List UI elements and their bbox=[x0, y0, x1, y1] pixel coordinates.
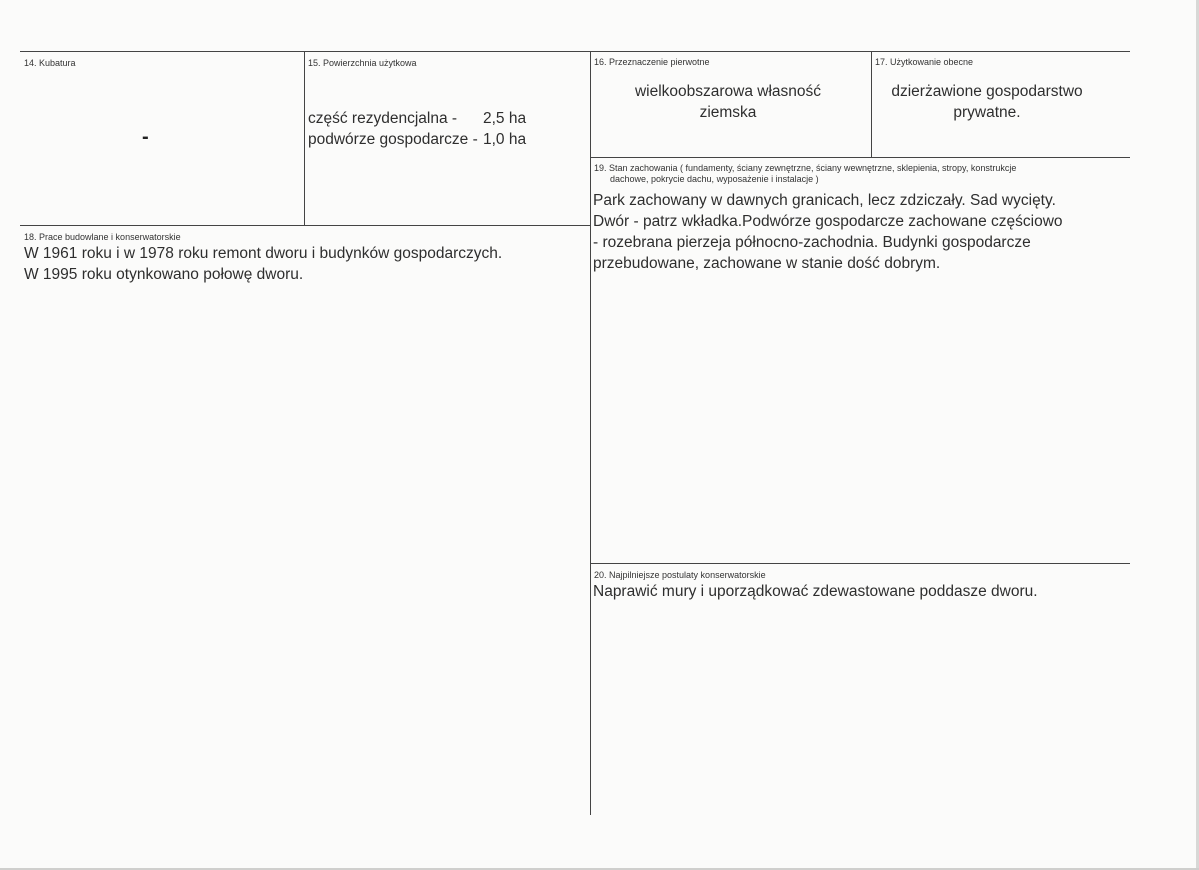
field-15-label: 15. Powierzchnia użytkowa bbox=[308, 58, 417, 68]
field-19-value bbox=[593, 190, 1063, 274]
field-14-value: - bbox=[142, 126, 149, 148]
field-14-label: 14. Kubatura bbox=[24, 58, 76, 68]
text-line: W 1995 roku otynkowano połowę dworu. bbox=[24, 266, 304, 283]
field-15-row-farmyard bbox=[308, 129, 526, 150]
rule-19-top bbox=[590, 157, 1130, 158]
text-line: Dwór - patrz wkładka.Podwórze gospodarcze zachowane częściowo bbox=[593, 213, 1063, 230]
text-line: Park zachowany w dawnych granicach, lecz zdziczały. Sad wycięty. bbox=[593, 192, 1056, 209]
field-18-label: 18. Prace budowlane i konserwatorskie bbox=[24, 232, 181, 242]
field-17-label: 17. Użytkowanie obecne bbox=[875, 57, 974, 67]
field-19-label-line2: dachowe, pokrycie dachu, wyposażenie i instalacje ) bbox=[610, 174, 819, 184]
row-key: część rezydencjalna - bbox=[308, 110, 458, 127]
rule-18-top bbox=[20, 225, 591, 226]
field-17-value: dzierżawione gospodarstwo prywatne. bbox=[891, 83, 1083, 121]
field-18-value bbox=[24, 243, 502, 285]
field-20-value: Naprawić mury i uporządkować zdewastowane poddasze dworu. bbox=[593, 583, 1038, 600]
field-15-value bbox=[308, 108, 526, 150]
field-15-row-residential bbox=[308, 108, 526, 129]
row-value: 2,5 ha bbox=[483, 110, 527, 127]
row-value: 1,0 ha bbox=[483, 131, 527, 148]
text-line: przebudowane, zachowane w stanie dość dobrym. bbox=[593, 255, 941, 272]
row-key: podwórze gospodarcze - bbox=[308, 131, 478, 148]
field-19-label bbox=[594, 163, 1016, 185]
field-19-label-line1: 19. Stan zachowania ( fundamenty, ściany zewnętrzne, ściany wewnętrzne, sklepienia, stropy, konstrukcje bbox=[594, 163, 1017, 173]
top-rule bbox=[20, 51, 1130, 52]
divider-main bbox=[590, 51, 591, 815]
field-16-value: wielkoobszarowa własność ziemska bbox=[634, 83, 822, 121]
rule-20-top bbox=[590, 563, 1130, 564]
field-16-label: 16. Przeznaczenie pierwotne bbox=[594, 57, 710, 67]
divider-14-15 bbox=[304, 51, 305, 225]
text-line: W 1961 roku i w 1978 roku remont dworu i budynków gospodarczych. bbox=[24, 245, 503, 262]
text-line: - rozebrana pierzeja północno-zachodnia. Budynki gospodarcze bbox=[593, 234, 1031, 251]
field-20-label: 20. Najpilniejsze postulaty konserwatorskie bbox=[594, 570, 766, 580]
